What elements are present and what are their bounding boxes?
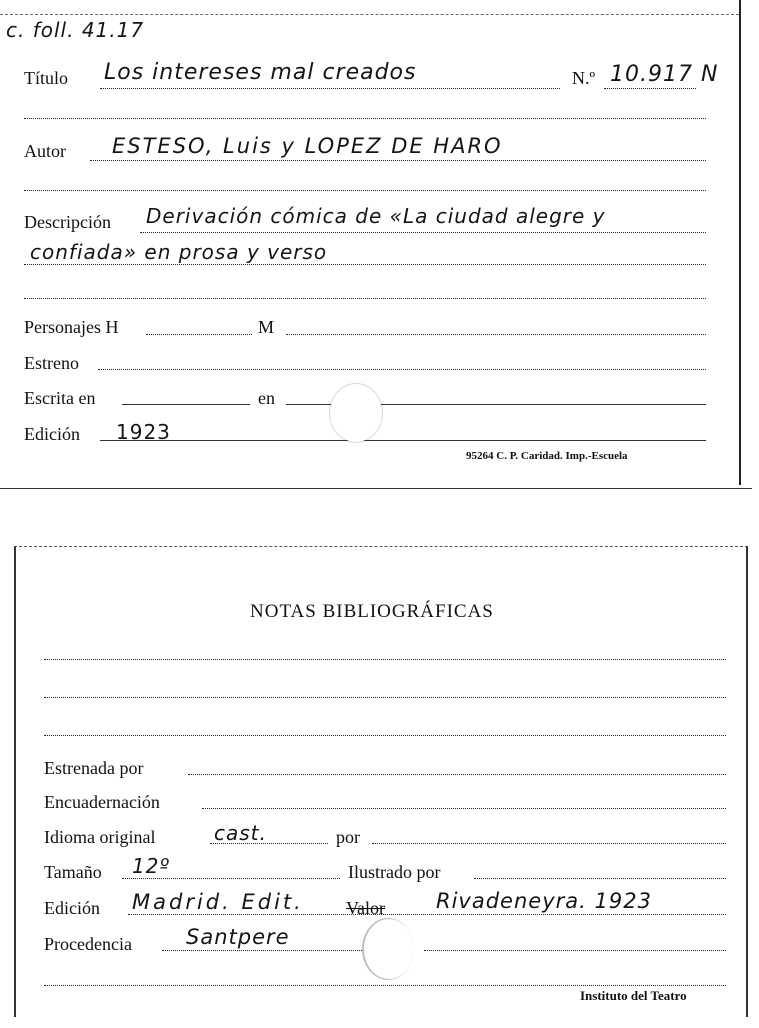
descripcion-value-1: Derivación cómica de «La ciudad alegre y: [146, 204, 606, 228]
estreno-label: Estreno: [24, 353, 79, 373]
ilustrado-label: Ilustrado por: [348, 862, 441, 882]
estrenada-label: Estrenada por: [44, 758, 144, 778]
estrenada-line: [188, 774, 726, 775]
escrita-line: [122, 404, 250, 405]
edicion-back-value-2: Rivadeneyra. 1923: [436, 889, 652, 913]
estreno-line: [98, 369, 706, 370]
titulo-label: Título: [24, 68, 68, 88]
punch-hole: [330, 384, 382, 442]
edicion-line: [100, 440, 706, 441]
procedencia-value: Santpere: [186, 925, 290, 949]
titulo-extra-line: [24, 118, 706, 119]
edicion-back-struck: Valor: [346, 898, 385, 918]
autor-line: [90, 160, 706, 161]
encuadernacion-line: [202, 808, 726, 809]
descripcion-line-2: [24, 264, 706, 265]
printer-imprint: 95264 C. P. Caridad. Imp.-Escuela: [466, 450, 628, 462]
autor-value: ESTESO, Luis y LOPEZ DE HARO: [112, 134, 503, 158]
idioma-por-label: por: [336, 827, 360, 847]
edicion-value: 1923: [116, 420, 171, 444]
notas-line-1: [44, 659, 726, 660]
autor-extra-line: [24, 190, 706, 191]
numero-value: 10.917 N: [610, 62, 719, 87]
titulo-line: [100, 88, 560, 89]
institution-name: Instituto del Teatro: [580, 988, 687, 1003]
numero-line: [604, 88, 696, 89]
descripcion-label: Descripción: [24, 212, 111, 232]
personajes-m-line: [286, 334, 706, 335]
idioma-value: cast.: [214, 821, 267, 845]
personajes-m-label: M: [258, 317, 275, 337]
procedencia-line-right: [424, 950, 726, 951]
autor-label: Autor: [24, 141, 66, 161]
back-card: [14, 546, 748, 1017]
edicion-back-label: Edición: [44, 898, 100, 918]
notas-heading: NOTAS BIBLIOGRÁFICAS: [250, 601, 494, 622]
escrita-en-label: en: [258, 388, 275, 408]
ilustrado-line: [474, 878, 726, 879]
encuadernacion-label: Encuadernación: [44, 792, 160, 812]
front-bottom-edge: [0, 488, 752, 489]
idioma-label: Idioma original: [44, 827, 156, 847]
idioma-por-line: [372, 843, 726, 844]
punch-hole-back: [364, 919, 414, 979]
tamano-line: [122, 878, 340, 879]
notas-line-2: [44, 697, 726, 698]
tamano-label: Tamaño: [44, 862, 102, 882]
descripcion-line-1: [140, 232, 706, 233]
front-card: [0, 0, 741, 485]
notas-bottom-line: [44, 985, 726, 986]
card-top-edge: [0, 14, 739, 15]
personajes-label: Personajes H: [24, 317, 119, 337]
procedencia-line: [162, 950, 362, 951]
descripcion-value-2: confiada» en prosa y verso: [30, 240, 328, 264]
tamano-value: 12º: [132, 854, 170, 878]
edicion-label: Edición: [24, 424, 80, 444]
procedencia-label: Procedencia: [44, 934, 132, 954]
escrita-label: Escrita en: [24, 388, 96, 408]
titulo-value: Los intereses mal creados: [104, 60, 417, 85]
descripcion-extra-line: [24, 298, 706, 299]
edicion-back-value: Madrid. Edit.: [132, 890, 304, 914]
call-number: c. foll. 41.17: [6, 18, 145, 42]
personajes-h-line: [146, 334, 252, 335]
edicion-back-line: [128, 914, 726, 915]
notas-line-3: [44, 735, 726, 736]
numero-label: N.º: [572, 68, 596, 88]
